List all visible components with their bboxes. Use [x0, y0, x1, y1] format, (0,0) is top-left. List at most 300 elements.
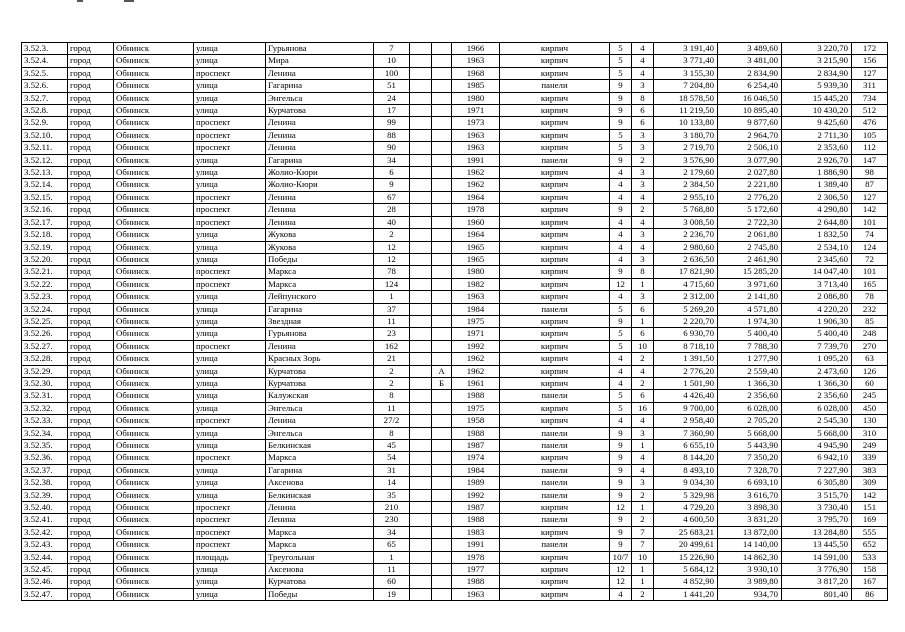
cell-year: 1964 [452, 229, 500, 241]
cell-letter [432, 80, 452, 92]
cell-street: Жукова [266, 229, 374, 241]
cell-residential-area: 2 345,60 [782, 253, 852, 265]
cell-house: 21 [374, 353, 410, 365]
cell-residential-area: 14 591,00 [782, 551, 852, 563]
cell-year: 1973 [452, 117, 500, 129]
cell-total-area: 3 771,40 [654, 55, 718, 67]
cell-settlement-type: город [68, 514, 114, 526]
cell-street-type: проспект [194, 415, 266, 427]
cell-total-area: 4 426,40 [654, 390, 718, 402]
cell-total-area: 4 729,20 [654, 502, 718, 514]
cell-residential-area: 7 227,90 [782, 464, 852, 476]
table-row [22, 390, 888, 402]
table-row [22, 216, 888, 228]
cell-year: 1962 [452, 353, 500, 365]
cell-id: 3.52.22. [22, 278, 68, 290]
cell-settlement-type: город [68, 315, 114, 327]
cell-letter [432, 179, 452, 191]
cell-settlement-type: город [68, 266, 114, 278]
cell-id: 3.52.6. [22, 80, 68, 92]
cell-year: 1977 [452, 564, 500, 576]
cell-entrances: 6 [632, 117, 654, 129]
cell-street: Ленина [266, 415, 374, 427]
cell-id: 3.52.14. [22, 179, 68, 191]
cell-house: 8 [374, 427, 410, 439]
cell-id: 3.52.11. [22, 142, 68, 154]
cell-street-type: улица [194, 564, 266, 576]
cell-street: Ленина [266, 502, 374, 514]
cell-street: Гагарина [266, 80, 374, 92]
cell-material: кирпич [500, 315, 610, 327]
cell-street: Лейпунского [266, 291, 374, 303]
cell-living-area: 4 571,80 [718, 303, 782, 315]
cell-settlement-type: город [68, 477, 114, 489]
cell-living-area: 13 872,00 [718, 526, 782, 538]
table-row [22, 452, 888, 464]
cell-residents: 86 [852, 588, 888, 600]
cell-entrances: 4 [632, 67, 654, 79]
table-row [22, 266, 888, 278]
cell-residential-area: 2 353,60 [782, 142, 852, 154]
scan-edge-mark-right [124, 0, 134, 2]
cell-settlement-type: город [68, 464, 114, 476]
cell-building [410, 253, 432, 265]
table-row [22, 278, 888, 290]
cell-floors: 12 [610, 576, 632, 588]
cell-material: панели [500, 440, 610, 452]
cell-year: 1988 [452, 427, 500, 439]
table-row [22, 526, 888, 538]
cell-building [410, 353, 432, 365]
cell-building [410, 427, 432, 439]
cell-city: Обнинск [114, 105, 194, 117]
cell-id: 3.52.26. [22, 328, 68, 340]
cell-city: Обнинск [114, 67, 194, 79]
cell-entrances: 6 [632, 390, 654, 402]
cell-street-type: улица [194, 390, 266, 402]
table-row [22, 489, 888, 501]
cell-street: Маркса [266, 266, 374, 278]
cell-city: Обнинск [114, 92, 194, 104]
cell-residents: 87 [852, 179, 888, 191]
cell-residents: 127 [852, 67, 888, 79]
cell-building [410, 291, 432, 303]
cell-material: панели [500, 303, 610, 315]
cell-residents: 232 [852, 303, 888, 315]
cell-residents: 127 [852, 191, 888, 203]
cell-street: Жолио-Кюри [266, 167, 374, 179]
cell-total-area: 2 955,10 [654, 191, 718, 203]
cell-floors: 4 [610, 588, 632, 600]
cell-year: 1980 [452, 266, 500, 278]
cell-settlement-type: город [68, 365, 114, 377]
cell-residential-area: 801,40 [782, 588, 852, 600]
cell-residential-area: 2 473,60 [782, 365, 852, 377]
cell-living-area: 3 898,30 [718, 502, 782, 514]
cell-floors: 10/7 [610, 551, 632, 563]
cell-street: Ленина [266, 129, 374, 141]
cell-material: кирпич [500, 576, 610, 588]
cell-letter [432, 526, 452, 538]
cell-material: панели [500, 539, 610, 551]
cell-city: Обнинск [114, 266, 194, 278]
cell-residential-area: 1 095,20 [782, 353, 852, 365]
cell-house: 37 [374, 303, 410, 315]
cell-total-area: 11 219,50 [654, 105, 718, 117]
cell-settlement-type: город [68, 415, 114, 427]
cell-entrances: 2 [632, 353, 654, 365]
cell-city: Обнинск [114, 315, 194, 327]
cell-street: Ленина [266, 204, 374, 216]
cell-street: Белкинская [266, 440, 374, 452]
cell-entrances: 4 [632, 191, 654, 203]
cell-total-area: 3 008,50 [654, 216, 718, 228]
cell-street-type: улица [194, 154, 266, 166]
cell-total-area: 2 179,60 [654, 167, 718, 179]
cell-residents: 112 [852, 142, 888, 154]
cell-street: Курчатова [266, 377, 374, 389]
cell-year: 1987 [452, 502, 500, 514]
cell-residential-area: 9 425,60 [782, 117, 852, 129]
cell-letter [432, 353, 452, 365]
cell-building [410, 43, 432, 55]
cell-settlement-type: город [68, 191, 114, 203]
cell-street-type: улица [194, 576, 266, 588]
cell-material: кирпич [500, 229, 610, 241]
table-row [22, 154, 888, 166]
cell-id: 3.52.36. [22, 452, 68, 464]
cell-street-type: проспект [194, 67, 266, 79]
cell-building [410, 315, 432, 327]
cell-building [410, 117, 432, 129]
cell-letter [432, 216, 452, 228]
cell-living-area: 2 506,10 [718, 142, 782, 154]
cell-entrances: 6 [632, 303, 654, 315]
cell-residents: 74 [852, 229, 888, 241]
cell-settlement-type: город [68, 55, 114, 67]
cell-id: 3.52.10. [22, 129, 68, 141]
cell-residential-area: 4 290,80 [782, 204, 852, 216]
cell-settlement-type: город [68, 340, 114, 352]
cell-settlement-type: город [68, 229, 114, 241]
cell-year: 1988 [452, 390, 500, 402]
cell-residents: 60 [852, 377, 888, 389]
cell-floors: 4 [610, 353, 632, 365]
table-row [22, 415, 888, 427]
cell-house: 7 [374, 43, 410, 55]
cell-street-type: проспект [194, 526, 266, 538]
cell-year: 1962 [452, 167, 500, 179]
cell-residents: 147 [852, 154, 888, 166]
cell-entrances: 3 [632, 427, 654, 439]
cell-building [410, 526, 432, 538]
cell-living-area: 10 895,40 [718, 105, 782, 117]
cell-letter [432, 477, 452, 489]
cell-floors: 9 [610, 464, 632, 476]
cell-street: Гурьянова [266, 43, 374, 55]
cell-id: 3.52.24. [22, 303, 68, 315]
cell-city: Обнинск [114, 191, 194, 203]
cell-residential-area: 2 644,80 [782, 216, 852, 228]
cell-building [410, 303, 432, 315]
cell-floors: 5 [610, 402, 632, 414]
cell-residents: 85 [852, 315, 888, 327]
cell-material: кирпич [500, 117, 610, 129]
cell-total-area: 1 441,20 [654, 588, 718, 600]
cell-street-type: проспект [194, 502, 266, 514]
cell-residential-area: 3 713,40 [782, 278, 852, 290]
cell-entrances: 1 [632, 502, 654, 514]
cell-floors: 4 [610, 415, 632, 427]
cell-settlement-type: город [68, 390, 114, 402]
cell-street-type: проспект [194, 340, 266, 352]
cell-street: Треугольная [266, 551, 374, 563]
cell-residents: 652 [852, 539, 888, 551]
cell-living-area: 3 616,70 [718, 489, 782, 501]
cell-street-type: улица [194, 291, 266, 303]
cell-settlement-type: город [68, 440, 114, 452]
cell-street: Курчатова [266, 365, 374, 377]
cell-residential-area: 2 534,10 [782, 241, 852, 253]
cell-living-area: 2 745,80 [718, 241, 782, 253]
cell-total-area: 25 683,21 [654, 526, 718, 538]
cell-house: 12 [374, 241, 410, 253]
cell-living-area: 5 172,60 [718, 204, 782, 216]
cell-settlement-type: город [68, 303, 114, 315]
cell-settlement-type: город [68, 576, 114, 588]
cell-total-area: 3 180,70 [654, 129, 718, 141]
cell-letter [432, 489, 452, 501]
cell-material: кирпич [500, 588, 610, 600]
cell-living-area: 3 481,00 [718, 55, 782, 67]
cell-entrances: 4 [632, 43, 654, 55]
cell-street-type: проспект [194, 452, 266, 464]
cell-letter [432, 167, 452, 179]
cell-street: Энгельса [266, 427, 374, 439]
cell-city: Обнинск [114, 502, 194, 514]
cell-id: 3.52.34. [22, 427, 68, 439]
cell-floors: 9 [610, 154, 632, 166]
cell-street: Ленина [266, 191, 374, 203]
cell-building [410, 440, 432, 452]
cell-settlement-type: город [68, 117, 114, 129]
cell-city: Обнинск [114, 179, 194, 191]
cell-letter [432, 576, 452, 588]
cell-residential-area: 10 430,20 [782, 105, 852, 117]
cell-street-type: проспект [194, 216, 266, 228]
cell-material: кирпич [500, 43, 610, 55]
cell-year: 1965 [452, 241, 500, 253]
cell-letter [432, 502, 452, 514]
cell-floors: 9 [610, 92, 632, 104]
cell-letter [432, 390, 452, 402]
cell-total-area: 8 493,10 [654, 464, 718, 476]
cell-street-type: улица [194, 365, 266, 377]
cell-residential-area: 14 047,40 [782, 266, 852, 278]
cell-id: 3.52.17. [22, 216, 68, 228]
cell-street: Аксенова [266, 564, 374, 576]
cell-total-area: 17 821,90 [654, 266, 718, 278]
cell-id: 3.52.41. [22, 514, 68, 526]
cell-building [410, 502, 432, 514]
cell-material: панели [500, 154, 610, 166]
cell-entrances: 4 [632, 464, 654, 476]
cell-residential-area: 6 028,00 [782, 402, 852, 414]
cell-material: панели [500, 489, 610, 501]
cell-floors: 4 [610, 167, 632, 179]
housing-register-table [21, 42, 888, 601]
cell-living-area: 5 400,40 [718, 328, 782, 340]
cell-street-type: проспект [194, 514, 266, 526]
cell-year: 1980 [452, 92, 500, 104]
cell-settlement-type: город [68, 105, 114, 117]
cell-living-area: 2 834,90 [718, 67, 782, 79]
cell-building [410, 154, 432, 166]
cell-living-area: 3 489,60 [718, 43, 782, 55]
cell-street: Красных Зорь [266, 353, 374, 365]
cell-material: кирпич [500, 216, 610, 228]
cell-house: 60 [374, 576, 410, 588]
table-row [22, 43, 888, 55]
cell-total-area: 2 980,60 [654, 241, 718, 253]
cell-total-area: 8 718,10 [654, 340, 718, 352]
cell-living-area: 1 974,30 [718, 315, 782, 327]
table-row [22, 539, 888, 551]
cell-id: 3.52.31. [22, 390, 68, 402]
cell-street: Курчатова [266, 105, 374, 117]
cell-letter [432, 278, 452, 290]
cell-entrances: 8 [632, 92, 654, 104]
cell-house: 11 [374, 402, 410, 414]
cell-year: 1991 [452, 539, 500, 551]
cell-living-area: 2 141,80 [718, 291, 782, 303]
cell-year: 1968 [452, 67, 500, 79]
cell-residential-area: 13 445,50 [782, 539, 852, 551]
cell-material: кирпич [500, 291, 610, 303]
cell-street-type: улица [194, 43, 266, 55]
cell-residential-area: 2 306,50 [782, 191, 852, 203]
cell-total-area: 5 329,98 [654, 489, 718, 501]
cell-material: кирпич [500, 402, 610, 414]
cell-city: Обнинск [114, 229, 194, 241]
cell-building [410, 365, 432, 377]
cell-material: панели [500, 464, 610, 476]
cell-street: Аксенова [266, 477, 374, 489]
cell-material: кирпич [500, 253, 610, 265]
cell-city: Обнинск [114, 340, 194, 352]
cell-year: 1963 [452, 55, 500, 67]
cell-residential-area: 4 945,90 [782, 440, 852, 452]
cell-street: Калужская [266, 390, 374, 402]
cell-city: Обнинск [114, 291, 194, 303]
cell-id: 3.52.35. [22, 440, 68, 452]
table-row [22, 315, 888, 327]
cell-residential-area: 1 906,30 [782, 315, 852, 327]
cell-house: 31 [374, 464, 410, 476]
cell-material: кирпич [500, 365, 610, 377]
cell-material: кирпич [500, 191, 610, 203]
cell-year: 1991 [452, 154, 500, 166]
cell-id: 3.52.18. [22, 229, 68, 241]
cell-residents: 169 [852, 514, 888, 526]
cell-building [410, 588, 432, 600]
cell-entrances: 2 [632, 377, 654, 389]
cell-id: 3.52.12. [22, 154, 68, 166]
cell-material: кирпич [500, 67, 610, 79]
cell-material: кирпич [500, 340, 610, 352]
cell-house: 230 [374, 514, 410, 526]
cell-total-area: 2 384,50 [654, 179, 718, 191]
cell-residents: 476 [852, 117, 888, 129]
table-row [22, 551, 888, 563]
table-row [22, 167, 888, 179]
cell-city: Обнинск [114, 253, 194, 265]
cell-building [410, 551, 432, 563]
cell-street-type: улица [194, 489, 266, 501]
cell-total-area: 15 226,90 [654, 551, 718, 563]
cell-house: 10 [374, 55, 410, 67]
cell-id: 3.52.16. [22, 204, 68, 216]
cell-total-area: 3 576,90 [654, 154, 718, 166]
cell-house: 1 [374, 291, 410, 303]
cell-total-area: 5 768,80 [654, 204, 718, 216]
cell-total-area: 9 700,00 [654, 402, 718, 414]
cell-floors: 9 [610, 117, 632, 129]
cell-year: 1988 [452, 514, 500, 526]
cell-year: 1971 [452, 328, 500, 340]
cell-residents: 101 [852, 216, 888, 228]
cell-floors: 5 [610, 67, 632, 79]
cell-floors: 9 [610, 204, 632, 216]
cell-residential-area: 15 445,20 [782, 92, 852, 104]
cell-floors: 9 [610, 452, 632, 464]
cell-floors: 9 [610, 526, 632, 538]
cell-total-area: 2 636,50 [654, 253, 718, 265]
cell-residential-area: 5 400,40 [782, 328, 852, 340]
cell-living-area: 3 989,80 [718, 576, 782, 588]
cell-floors: 12 [610, 502, 632, 514]
cell-material: кирпич [500, 105, 610, 117]
cell-material: кирпич [500, 551, 610, 563]
cell-entrances: 16 [632, 402, 654, 414]
cell-street: Ленина [266, 67, 374, 79]
cell-entrances: 1 [632, 564, 654, 576]
cell-floors: 4 [610, 253, 632, 265]
cell-year: 1984 [452, 303, 500, 315]
cell-living-area: 2 461,90 [718, 253, 782, 265]
cell-entrances: 3 [632, 291, 654, 303]
cell-building [410, 564, 432, 576]
cell-letter [432, 191, 452, 203]
cell-residents: 450 [852, 402, 888, 414]
cell-house: 40 [374, 216, 410, 228]
cell-total-area: 1 501,90 [654, 377, 718, 389]
cell-settlement-type: город [68, 142, 114, 154]
cell-entrances: 3 [632, 80, 654, 92]
cell-id: 3.52.46. [22, 576, 68, 588]
cell-year: 1988 [452, 576, 500, 588]
cell-residential-area: 5 668,00 [782, 427, 852, 439]
cell-year: 1958 [452, 415, 500, 427]
cell-id: 3.52.15. [22, 191, 68, 203]
cell-building [410, 216, 432, 228]
cell-residents: 142 [852, 204, 888, 216]
cell-building [410, 129, 432, 141]
cell-settlement-type: город [68, 278, 114, 290]
cell-material: панели [500, 514, 610, 526]
cell-street: Ленина [266, 216, 374, 228]
cell-city: Обнинск [114, 216, 194, 228]
